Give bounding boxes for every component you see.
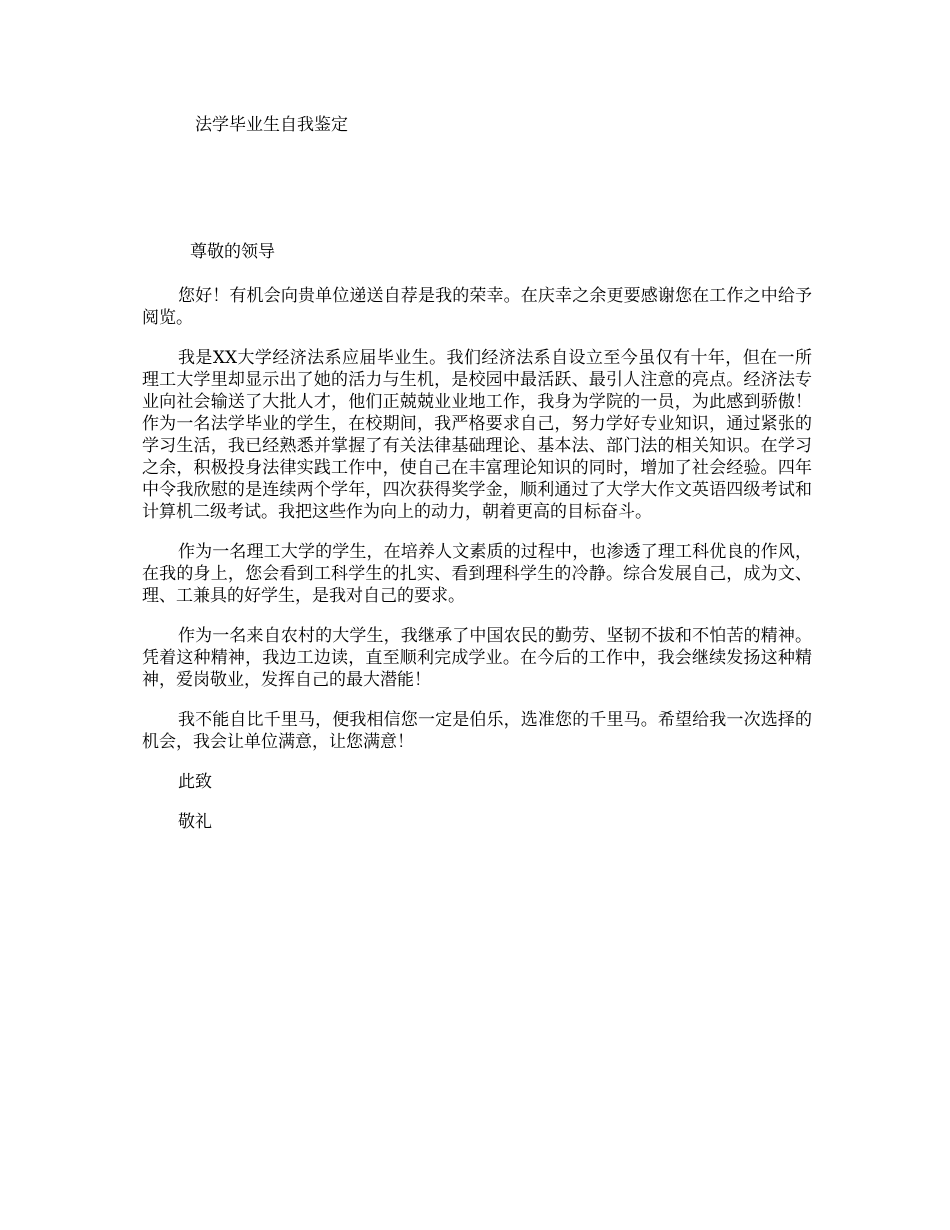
document-title: 法学毕业生自我鉴定 [195, 115, 348, 135]
paragraph-greeting: 您好！有机会向贵单位递送自荐是我的荣幸。在庆幸之余更要感谢您在工作之中给予阅览。 [142, 286, 812, 328]
paragraph-character: 作为一名理工大学的学生，在培养人文素质的过程中，也渗透了理工科优良的作风，在我的身上，您会看到工科学生的扎实、看到理科学生的冷静。综合发展自己，成为文、理、工兼具的好学生，是我对自己的要求。 [142, 542, 812, 606]
salutation: 尊敬的领导 [190, 242, 275, 262]
paragraph-request: 我不能自比千里马，便我相信您一定是伯乐，选准您的千里马。希望给我一次选择的机会，我会让单位满意，让您满意！ [142, 710, 812, 752]
paragraph-introduction: 我是XX大学经济法系应届毕业生。我们经济法系自设立至今虽仅有十年，但在一所理工大学里却显示出了她的活力与生机，是校园中最活跃、最引人注意的亮点。经济法专业向社会输送了大批人才，他们正兢兢业业地工作，我身为学院的一员，为此感到骄傲！作为一名法学毕业的学生，在校期间，我严格要求自己，努力学好专业知识，通过紧张的学习生活，我已经熟悉并掌握了有关法律基础理论、基本法、部门法的相关知识。在学习之余，积极投身法律实践工作中，使自己在丰富理论知识的同时，增加了社会经验。四年中令我欣慰的是连续两个学年，四次获得奖学金，顺利通过了大学大作文英语四级考试和计算机二级考试。我把这些作为向上的动力，朝着更高的目标奋斗。 [142, 348, 812, 522]
letter-body [142, 285, 812, 851]
closing-cizhi: 此致 [178, 772, 212, 792]
closing-jingli: 敬礼 [178, 812, 212, 832]
paragraph-background: 作为一名来自农村的大学生，我继承了中国农民的勤劳、坚韧不拔和不怕苦的精神。凭着这种精神，我边工边读，直至顺利完成学业。在今后的工作中，我会继续发扬这种精神，爱岗敬业，发挥自己的最大潜能！ [142, 626, 812, 690]
